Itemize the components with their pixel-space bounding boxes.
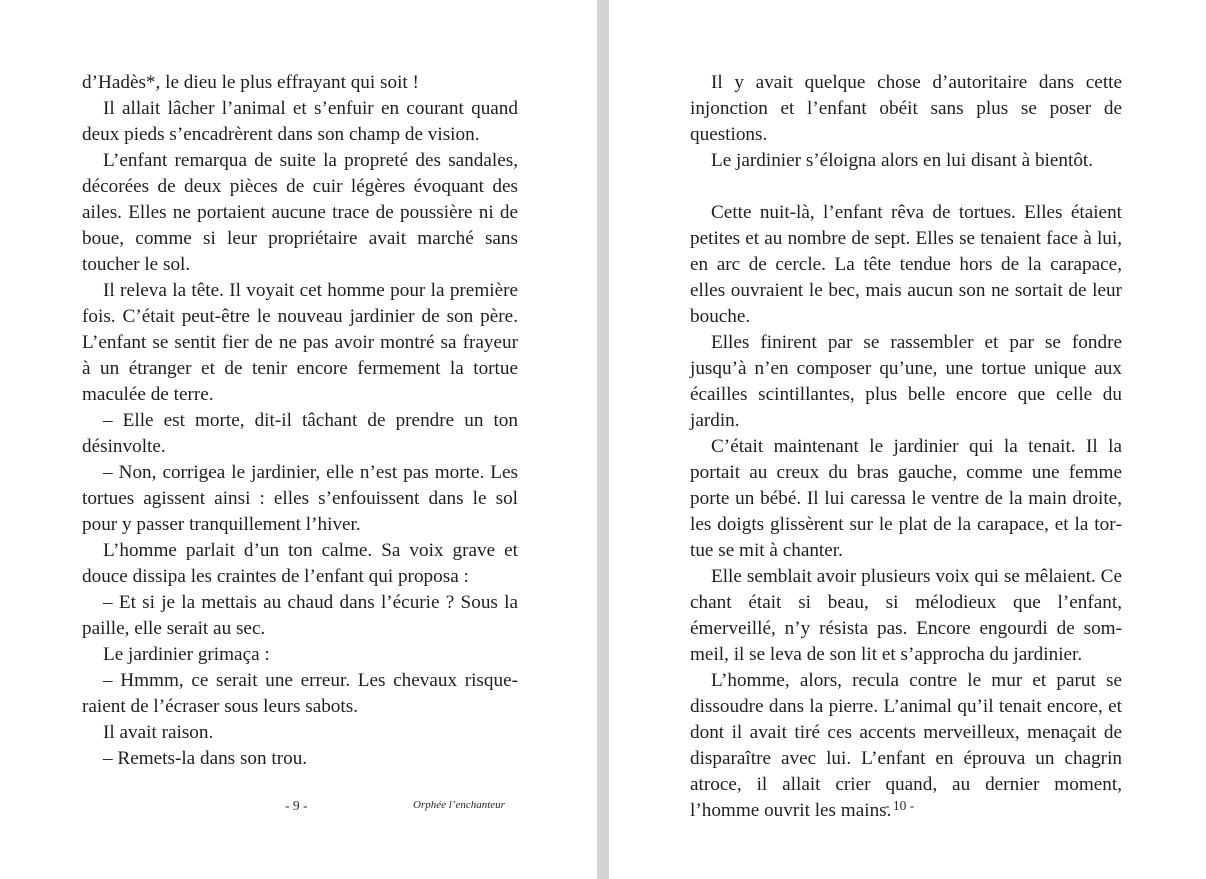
page-number: - 10 - <box>885 798 915 813</box>
paragraph: d’Hadès*, le dieu le plus effrayant qui soit ! <box>82 72 419 93</box>
paragraph: Cette nuit-là, l’enfant rêva de tortues. Elles étaient petites et au nombre de sept. Elles se tenaient face à lui, en arc de cercle. La tête tendue hors de la carapace, elles ouvraient le bec, mais aucun son ne sortait de leur bouche. <box>690 202 1122 327</box>
paragraph: Elles finirent par se rassembler et par se fondre jusqu’à n’en composer qu’une, une tortue unique aux écailles scintillantes, plus belle encore que celle du jardin. <box>690 332 1122 431</box>
paragraph: Il avait raison. <box>103 722 214 743</box>
paragraph: Le jardinier grimaça : <box>103 644 270 665</box>
running-title: Orphée l’enchanteur <box>413 799 505 811</box>
dialogue-line: – Et si je la mettais au chaud dans l’écurie ? Sous la paille, elle serait au sec. <box>82 592 518 639</box>
paragraph: L’homme, alors, recula contre le mur et parut se dissoudre dans la pierre. L’animal qu’il tenait encore, et dont il avait tiré ces accents merveilleux, menaçait de disparaître avec lui. L’enfant en éprouva un chagrin atroce, il allait crier quand, au dernier moment, l’homme ouvrit les mains. <box>690 670 1122 821</box>
dialogue-line: – Non, corrigea le jardinier, elle n’est pas morte. Les tortues agissent ainsi : elles s’enfouissent dans le sol pour y passer tranquillement l’hiver. <box>82 462 518 535</box>
paragraph: Il y avait quelque chose d’autoritaire dans cette injonction et l’enfant obéit sans plus se poser de questions. <box>690 72 1122 145</box>
page-number: - 9 - <box>285 798 308 813</box>
right-page <box>609 0 1206 879</box>
paragraph: C’était maintenant le jardinier qui la tenait. Il la portait au creux du bras gauche, comme une femme porte un bébé. Il lui caressa le ventre de la main droite, les doigts glissèrent sur le plat de la carapace, et la tortue se mit à chanter. <box>690 436 1122 561</box>
right-page-text <box>690 70 1122 824</box>
left-page-text <box>82 70 518 772</box>
dialogue-line: – Elle est morte, dit-il tâchant de prendre un ton désinvolte. <box>82 410 518 457</box>
paragraph: Le jardinier s’éloigna alors en lui disant à bientôt. <box>711 150 1094 171</box>
left-page <box>0 0 597 879</box>
paragraph: Elle semblait avoir plusieurs voix qui se mêlaient. Ce chant était si beau, si mélodieux que l’enfant, émerveillé, n’y résista pas. Encore engourdi de sommeil, il se leva de son lit et s’approcha du jardinier. <box>690 566 1122 665</box>
paragraph: Il allait lâcher l’animal et s’enfuir en courant quand deux pieds s’encadrèrent dans son champ de vision. <box>82 98 518 145</box>
dialogue-line: – Hmmm, ce serait une erreur. Les chevaux risqueraient de l’écraser sous leurs sabots. <box>82 670 518 717</box>
dialogue-line: – Remets-la dans son trou. <box>103 748 308 769</box>
paragraph: Il releva la tête. Il voyait cet homme pour la première fois. C’était peut-être le nouveau jardinier de son père. L’enfant se sentit fier de ne pas avoir montré sa frayeur à un étranger et de tenir encore fermement la tortue maculée de terre. <box>82 280 518 405</box>
paragraph: L’homme parlait d’un ton calme. Sa voix grave et douce dissipa les craintes de l’enfant qui proposa : <box>82 540 518 587</box>
paragraph: L’enfant remarqua de suite la propreté des sandales, décorées de deux pièces de cuir légères évoquant des ailes. Elles ne portaient aucune trace de poussière ni de boue, comme si leur propriétaire avait marché sans toucher le sol. <box>82 150 518 275</box>
